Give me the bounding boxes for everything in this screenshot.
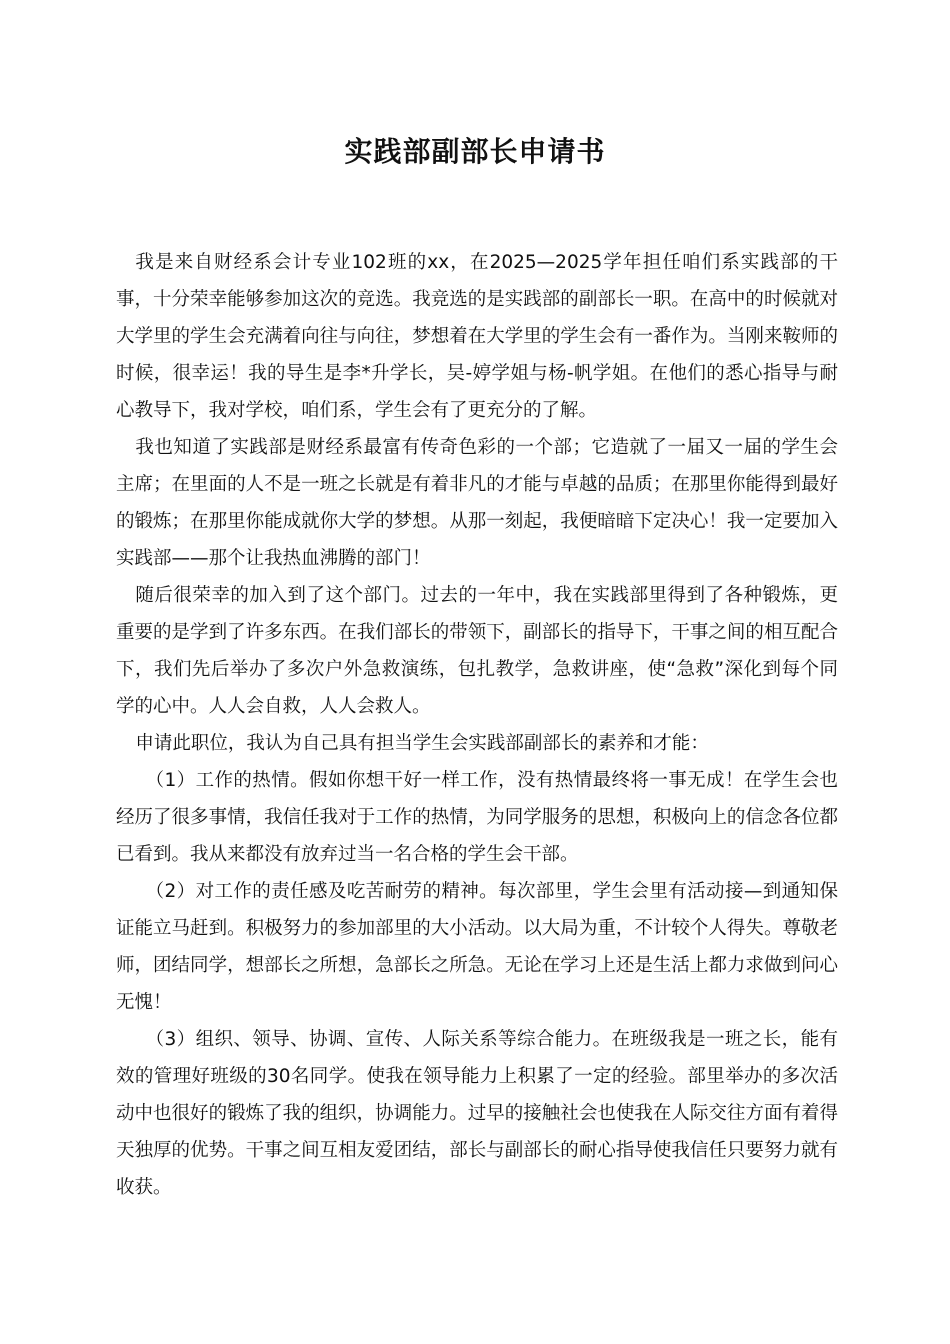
paragraph-department: 我也知道了实践部是财经系最富有传奇色彩的一个部；它造就了一届又一届的学生会主席；在里面的人不是一班之长就是有着非凡的才能与卓越的品质；在那里你能得到最好的锻炼；在那里你能成就你大学的梦想。从那一刻起，我便暗暗下定决心！我一定要加入实践部——那个让我热血沸腾的部门！ bbox=[116, 437, 838, 569]
paragraph-point-2: （2）对工作的责任感及吃苦耐劳的精神。每次部里，学生会里有活动接—到通知保证能立马赶到。积极努力的参加部里的大小活动。以大局为重，不计较个人得失。尊敬老师，团结同学，想部长之所想，急部长之所急。无论在学习上还是生活上都力求做到问心无愧！ bbox=[116, 881, 838, 1013]
document-title: 实践部副部长申请书 bbox=[344, 135, 606, 168]
paragraph-point-3: （3）组织、领导、协调、宣传、人际关系等综合能力。在班级我是一班之长，能有效的管理好班级的30名同学。使我在领导能力上积累了一定的经验。部里举办的多次活动中也很好的锻炼了我的组织，协调能力。过早的接触社会也使我在人际交往方面有着得天独厚的优势。干事之间互相友爱团结，部长与副部长的耐心指导使我信任只要努力就有收获。 bbox=[116, 1029, 838, 1198]
paragraph-point-1: （1）工作的热情。假如你想干好一样工作，没有热情最终将一事无成！在学生会也经历了很多事情，我信任我对于工作的热情，为同学服务的思想，积极向上的信念各位都已看到。我从来都没有放弃过当一名合格的学生会干部。 bbox=[116, 770, 838, 865]
paragraph-application: 申请此职位，我认为自己具有担当学生会实践部副部长的素养和才能： bbox=[135, 733, 709, 754]
paragraph-experience: 随后很荣幸的加入到了这个部门。过去的一年中，我在实践部里得到了各种锻炼，更重要的是学到了许多东西。在我们部长的带领下，副部长的指导下，干事之间的相互配合下，我们先后举办了多次户外急救演练，包扎教学，急救讲座，使“急救”深化到每个同学的心中。人人会自救，人人会救人。 bbox=[116, 585, 838, 717]
document-body bbox=[116, 244, 838, 1206]
paragraph-intro: 我是来自财经系会计专业102班的xx，在2025—2025学年担任咱们系实践部的干事，十分荣幸能够参加这次的竞选。我竞选的是实践部的副部长一职。在高中的时候就对大学里的学生会充满着向往与向往，梦想着在大学里的学生会有一番作为。当刚来鞍师的时候，很幸运！我的导生是李*升学长，吴-婷学姐与杨-帆学姐。在他们的悉心指导与耐心教导下，我对学校，咱们系，学生会有了更充分的了解。 bbox=[116, 252, 838, 421]
